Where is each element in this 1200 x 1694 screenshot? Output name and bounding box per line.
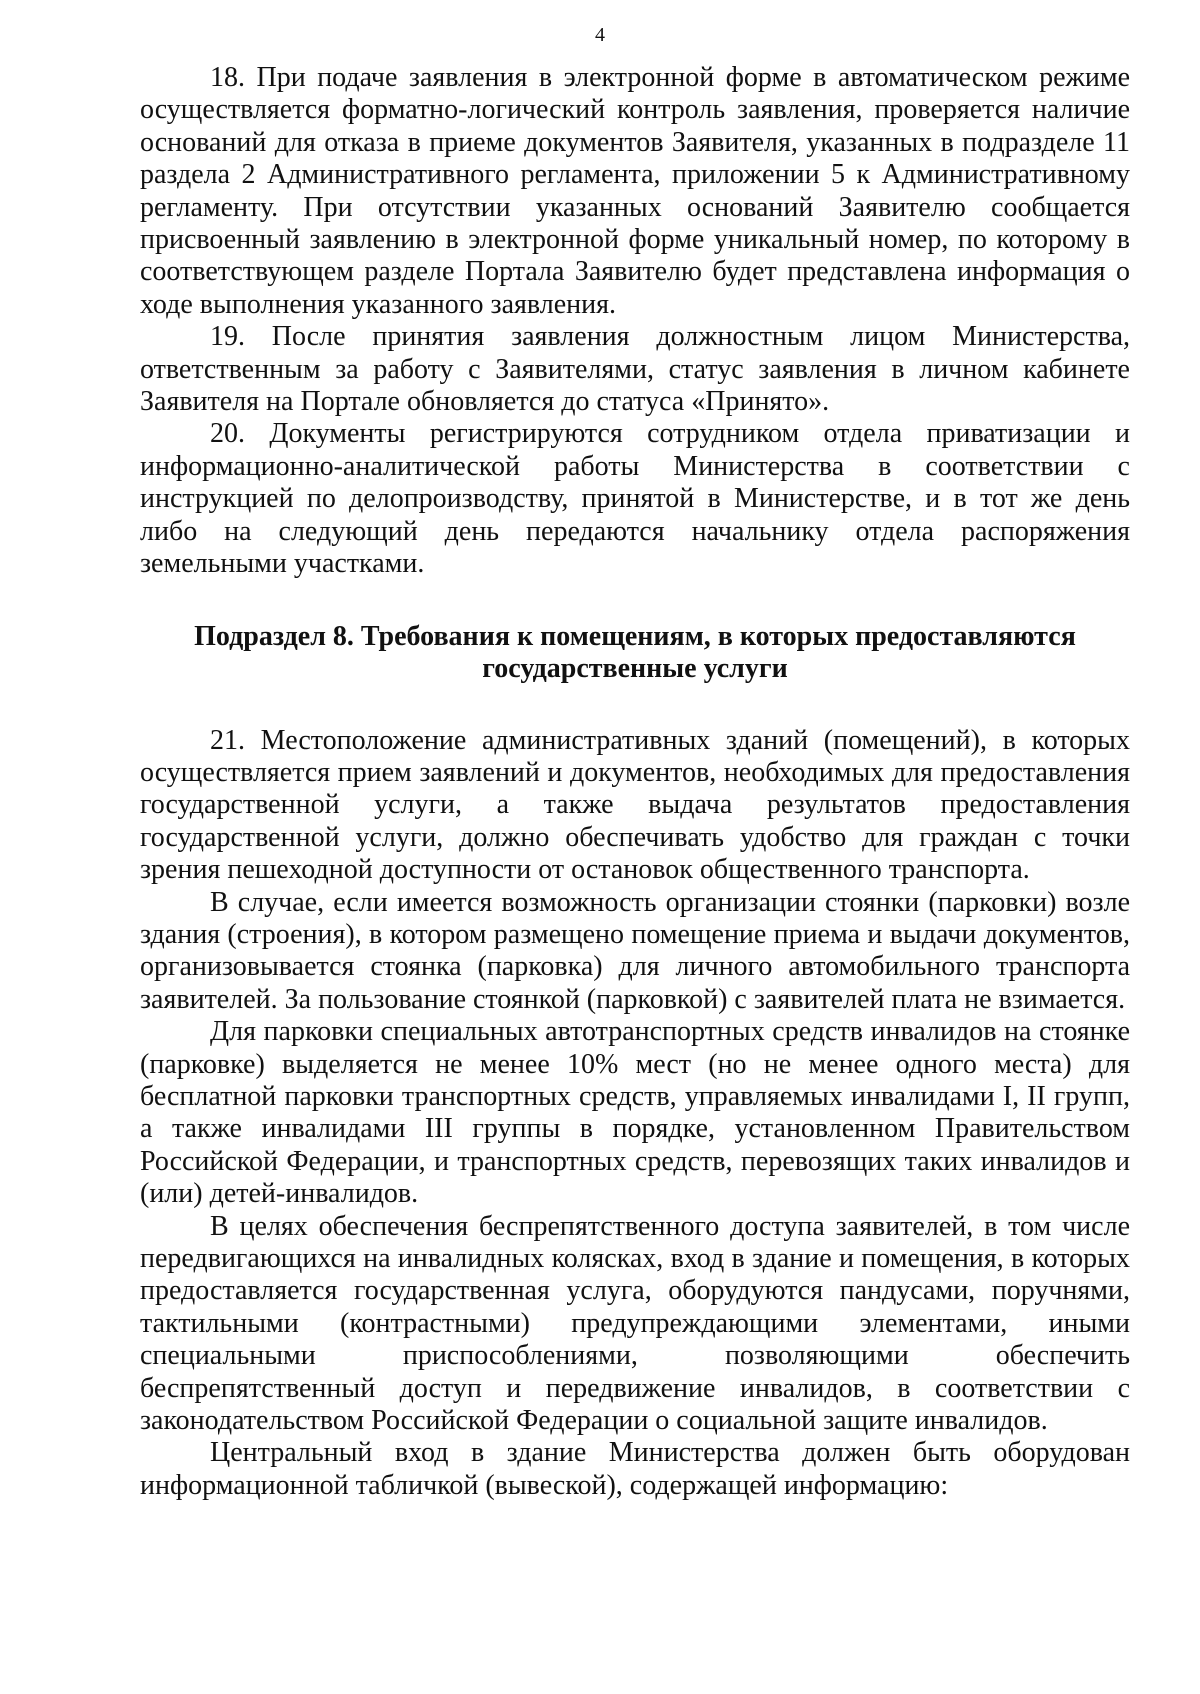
paragraph-18: 18. При подаче заявления в электронной форме в автоматическом режиме осуществляется форматно-логический контроль заявления, проверяется наличие оснований для отказа в приеме документов Заявителя, указанных в подразделе 11 раздела 2 Административного регламента, приложении 5 к Административному регламенту. При отсутствии указанных оснований Заявителю сообщается присвоенный заявлению в электронной форме уникальный номер, по которому в соответствующем разделе Портала Заявителю будет представлена информация о ходе выполнения указанного заявления. [140, 62, 1130, 320]
paragraph-19: 19. После принятия заявления должностным лицом Министерства, ответственным за работу с Заявителями, статус заявления в личном кабинете Заявителя на Портале обновляется до статуса «Принято». [140, 321, 1130, 418]
document-body [140, 62, 1130, 1502]
paragraph-disabled-parking: Для парковки специальных автотранспортных средств инвалидов на стоянке (парковке) выделяется не менее 10% мест (но не менее одного места) для бесплатной парковки транспортных средств, управляемых инвалидами I, II групп, а также инвалидами III группы в порядке, установленном Правительством Российской Федерации, и транспортных средств, перевозящих таких инвалидов и (или) детей-инвалидов. [140, 1016, 1130, 1210]
paragraph-entrance-sign: Центральный вход в здание Министерства должен быть оборудован информационной табличкой (вывеской), содержащей информацию: [140, 1437, 1130, 1501]
paragraph-20: 20. Документы регистрируются сотрудником отдела приватизации и информационно-аналитической работы Министерства в соответствии с инструкцией по делопроизводству, принятой в Министерстве, и в тот же день либо на следующий день передаются начальнику отдела распоряжения земельными участками. [140, 418, 1130, 580]
page-number: 4 [595, 24, 605, 46]
section-heading-line-2: государственные услуги [482, 652, 788, 684]
paragraph-accessibility: В целях обеспечения беспрепятственного доступа заявителей, в том числе передвигающихся на инвалидных колясках, вход в здание и помещения, в которых предоставляется государственная услуга, оборудуются пандусами, поручнями, тактильными (контрастными) предупреждающими элементами, иными специальными приспособлениями, позволяющими обеспечить беспрепятственный доступ и передвижение инвалидов, в соответствии с законодательством Российской Федерации о социальной защите инвалидов. [140, 1210, 1130, 1437]
section-heading [140, 621, 1130, 685]
paragraph-21: 21. Местоположение административных зданий (помещений), в которых осуществляется прием заявлений и документов, необходимых для предоставления государственной услуги, а также выдача результатов предоставления государственной услуги, должно обеспечивать удобство для граждан с точки зрения пешеходной доступности от остановок общественного транспорта. [140, 724, 1130, 886]
paragraph-parking: В случае, если имеется возможность организации стоянки (парковки) возле здания (строения), в котором размещено помещение приема и выдачи документов, организовывается стоянка (парковка) для личного автомобильного транспорта заявителей. За пользование стоянкой (парковкой) с заявителей плата не взимается. [140, 886, 1130, 1015]
section-heading-line-1: Подраздел 8. Требования к помещениям, в которых предоставляются [194, 620, 1076, 652]
